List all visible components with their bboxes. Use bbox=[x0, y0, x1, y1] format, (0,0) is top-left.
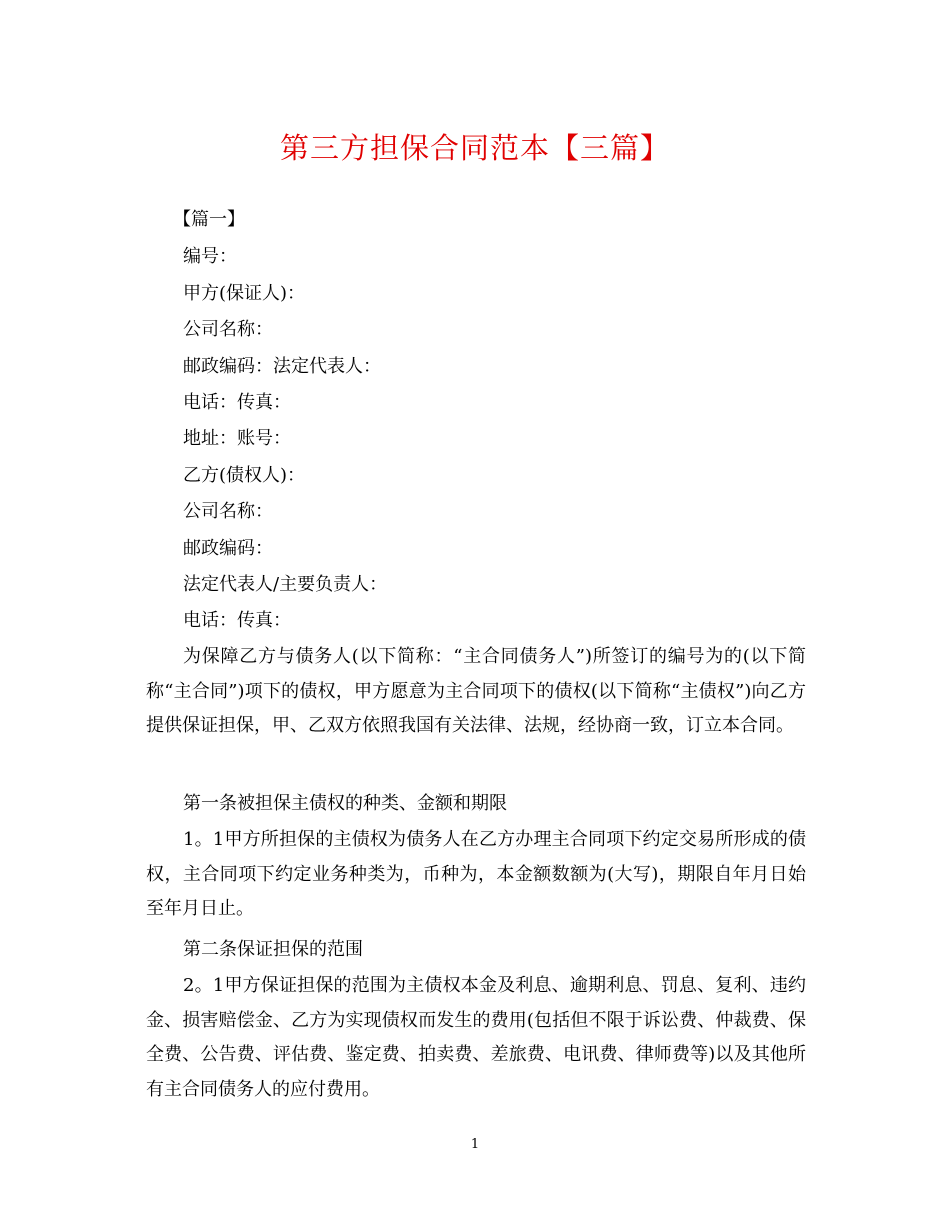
field-phone-fax-a: 电话：传真： bbox=[183, 392, 291, 413]
section-label: 【篇一】 bbox=[173, 209, 245, 230]
field-phone-fax-b: 电话：传真： bbox=[183, 610, 291, 631]
paragraph-preamble: 为保障乙方与债务人(以下简称：“主合同债务人”)所签订的编号为的(以下简称“主合同”)项下的债权，甲方愿意为主合同项下的债权(以下简称“主债权”)向乙方提供保证担保，甲、乙双方依照我国有关法律、法规，经协商一致，订立本合同。 bbox=[146, 646, 806, 736]
paragraph-article-1-1: 1。1甲方所担保的主债权为债务人在乙方办理主合同项下约定交易所形成的债权，主合同项下约定业务种类为，币种为，本金额数额为(大写)，期限自年月日始至年月日止。 bbox=[146, 829, 806, 919]
field-company-name-b: 公司名称： bbox=[183, 501, 273, 522]
field-party-a: 甲方(保证人)： bbox=[183, 283, 306, 304]
document-title: 第三方担保合同范本【三篇】 bbox=[279, 131, 670, 165]
paragraph-article-2-1: 2。1甲方保证担保的范围为主债权本金及利息、逾期利息、罚息、复利、违约金、损害赔偿金、乙方为实现债权而发生的费用(包括但不限于诉讼费、仲裁费、保全费、公告费、评估费、鉴定费、拍卖费、差旅费、电讯费、律师费等)以及其他所有主合同债务人的应付费用。 bbox=[146, 975, 806, 1100]
article-2-heading: 第二条保证担保的范围 bbox=[183, 939, 363, 960]
field-postcode-representative-a: 邮政编码：法定代表人： bbox=[183, 356, 381, 377]
field-company-name-a: 公司名称： bbox=[183, 319, 273, 340]
field-party-b: 乙方(债权人)： bbox=[183, 465, 306, 486]
article-1-heading: 第一条被担保主债权的种类、金额和期限 bbox=[183, 793, 507, 814]
field-representative-b: 法定代表人/主要负责人： bbox=[183, 574, 388, 595]
page-number: 1 bbox=[470, 1137, 480, 1152]
field-postcode-b: 邮政编码： bbox=[183, 538, 273, 559]
field-address-account-a: 地址：账号： bbox=[183, 428, 291, 449]
field-number: 编号： bbox=[183, 246, 237, 267]
